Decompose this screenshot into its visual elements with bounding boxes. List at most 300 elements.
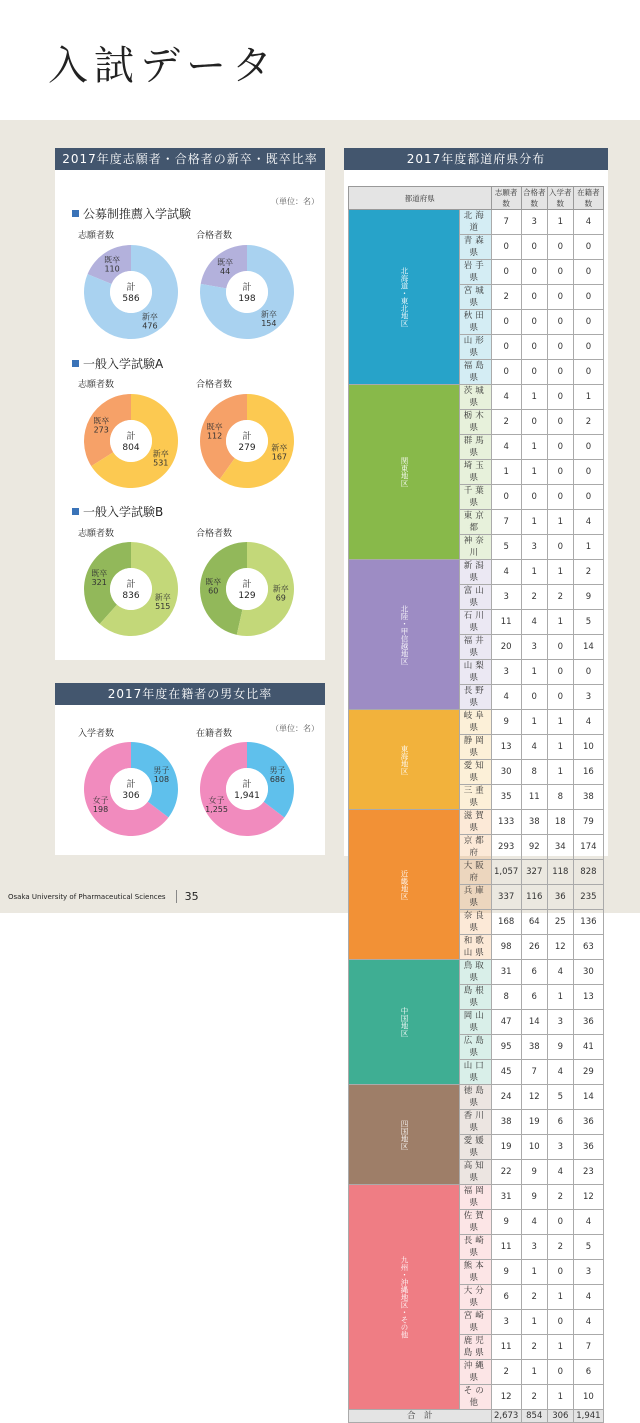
table-cell: 18 [547,810,573,835]
table-cell: 9 [573,585,603,610]
table-cell: 4 [573,1310,603,1335]
prefecture-name: 島根県 [460,985,492,1010]
table-cell: 10 [573,1385,603,1410]
table-cell: 47 [491,1010,521,1035]
table-cell: 3 [491,1310,521,1335]
prefecture-name: 三重県 [460,785,492,810]
total-cell: 306 [547,1410,573,1423]
donut-chart [82,243,180,341]
table-cell: 0 [547,1310,573,1335]
segment-label: 新卒 [271,443,288,453]
table-cell: 19 [521,1110,547,1135]
chart-label: 合格者数 [196,529,233,539]
table-cell: 63 [573,935,603,960]
table-cell: 4 [547,1160,573,1185]
table-cell: 0 [573,260,603,285]
table-cell: 6 [521,985,547,1010]
table-cell: 12 [547,935,573,960]
table-cell: 0 [521,335,547,360]
table-cell: 9 [521,1160,547,1185]
segment-label: 新卒 [152,449,169,459]
table-cell: 19 [491,1135,521,1160]
bullet-square-icon [72,508,79,515]
table-cell: 0 [521,260,547,285]
page-number: 35 [176,890,199,903]
footer [8,890,199,903]
table-cell: 4 [491,385,521,410]
table-header-row [349,187,604,210]
prefecture-name: 熊本県 [460,1260,492,1285]
table-cell: 1 [521,1260,547,1285]
table-cell: 1 [521,435,547,460]
table-cell: 35 [491,785,521,810]
table-cell: 0 [521,285,547,310]
table-cell: 4 [491,560,521,585]
table-cell: 0 [573,235,603,260]
column-header: 合格者数 [523,188,546,208]
table-cell: 3 [573,1260,603,1285]
segment-label: 男子 [153,765,170,775]
table-cell: 36 [573,1010,603,1035]
table-cell: 1 [521,1360,547,1385]
table-cell: 9 [547,1035,573,1060]
prefecture-name: 静岡県 [460,735,492,760]
table-cell: 4 [547,1060,573,1085]
chart-label: 在籍者数 [196,729,233,739]
total-value: 586 [122,294,140,304]
table-cell: 0 [547,285,573,310]
table-cell: 31 [491,1185,521,1210]
chart-label: 志願者数 [78,380,115,390]
table-cell: 0 [573,285,603,310]
table-cell: 5 [573,610,603,635]
table-cell: 3 [547,1135,573,1160]
prefecture-name: 宮城県 [460,285,492,310]
prefecture-name: 青森県 [460,235,492,260]
table-cell: 41 [573,1035,603,1060]
chart-label: 志願者数 [78,231,115,241]
table-cell: 235 [573,885,603,910]
prefecture-name: 山形県 [460,335,492,360]
segment-label: 新卒 [260,310,277,320]
region-label: 近畿地区 [349,810,460,960]
table-cell: 4 [573,710,603,735]
prefecture-name: 岩手県 [460,260,492,285]
table-cell: 0 [573,310,603,335]
table-cell: 4 [573,1210,603,1235]
table-row [349,1185,604,1210]
prefecture-name: 徳島県 [460,1085,492,1110]
table-cell: 9 [491,710,521,735]
table-cell: 25 [547,910,573,935]
segment-value: 167 [271,452,288,462]
prefecture-name: 長野県 [460,685,492,710]
prefecture-name: 福島県 [460,360,492,385]
table-cell: 98 [491,935,521,960]
table-cell: 0 [491,485,521,510]
table-cell: 9 [521,1185,547,1210]
table-cell: 1 [521,460,547,485]
segment-value: 60 [208,586,219,596]
table-cell: 1 [547,710,573,735]
prefecture-name: 高知県 [460,1160,492,1185]
table-cell: 1 [573,535,603,560]
segment-value: 1,255 [205,805,228,815]
table-cell: 23 [573,1160,603,1185]
table-cell: 133 [491,810,521,835]
prefecture-panel-header: 2017年度都道府県分布 [344,148,608,170]
prefecture-name: 神奈川 [460,535,492,560]
table-cell: 29 [573,1060,603,1085]
table-cell: 0 [573,335,603,360]
table-cell: 4 [491,685,521,710]
table-cell: 0 [547,435,573,460]
prefecture-name: 富山県 [460,585,492,610]
table-cell: 26 [521,935,547,960]
table-cell: 38 [521,810,547,835]
table-row [349,810,604,835]
segment-value: 69 [275,593,286,603]
table-cell: 38 [521,1035,547,1060]
prefecture-name: 東京都 [460,510,492,535]
prefecture-name: 新潟県 [460,560,492,585]
total-label: 合 計 [349,1410,492,1423]
table-cell: 0 [547,310,573,335]
table-cell: 0 [573,360,603,385]
table-cell: 5 [547,1085,573,1110]
table-cell: 0 [573,435,603,460]
table-cell: 45 [491,1060,521,1085]
prefecture-name: 石川県 [460,610,492,635]
table-cell: 3 [521,1235,547,1260]
region-label: 四国地区 [349,1085,460,1185]
table-cell: 24 [491,1085,521,1110]
donut-chart [82,740,180,838]
table-cell: 1 [547,1335,573,1360]
region-label: 北海道・東北地区 [349,210,460,385]
table-cell: 0 [547,685,573,710]
prefecture-name: 福岡県 [460,1185,492,1210]
donut-chart [198,392,296,490]
table-cell: 13 [491,735,521,760]
table-cell: 38 [491,1110,521,1135]
table-cell: 2 [573,560,603,585]
page-title: 入試データ [48,43,278,89]
segment-value: 686 [269,774,286,784]
region-label: 北陸・甲信越地区 [349,560,460,710]
prefecture-name: 千葉県 [460,485,492,510]
table-cell: 3 [491,660,521,685]
segment-value: 198 [92,805,109,815]
table-cell: 6 [521,960,547,985]
table-cell: 2 [547,585,573,610]
table-cell: 1 [521,710,547,735]
table-cell: 30 [573,960,603,985]
table-row [349,1085,604,1110]
segment-label: 既卒 [205,577,222,587]
table-row [349,960,604,985]
table-cell: 0 [521,685,547,710]
table-cell: 2 [573,410,603,435]
donut-chart [198,243,296,341]
region-label: 関東地区 [349,385,460,560]
table-cell: 0 [547,410,573,435]
table-cell: 0 [547,1210,573,1235]
table-cell: 0 [547,660,573,685]
prefecture-name: 栃木県 [460,410,492,435]
segment-label: 既卒 [93,416,110,426]
table-cell: 13 [573,985,603,1010]
total-value: 306 [122,791,140,801]
table-cell: 64 [521,910,547,935]
table-cell: 0 [521,410,547,435]
total-value: 836 [122,591,140,601]
table-cell: 16 [573,760,603,785]
table-cell: 293 [491,835,521,860]
table-cell: 36 [547,885,573,910]
table-cell: 0 [547,360,573,385]
table-cell: 12 [573,1185,603,1210]
table-cell: 12 [521,1085,547,1110]
unit-note: （単位：名） [271,724,319,733]
chart-label: 合格者数 [196,380,233,390]
chart-label: 入学者数 [78,729,115,739]
donut-chart [198,740,296,838]
table-cell: 8 [521,760,547,785]
segment-label: 女子 [208,796,225,806]
table-cell: 0 [547,260,573,285]
table-cell: 1 [521,1310,547,1335]
table-cell: 5 [573,1235,603,1260]
table-cell: 14 [521,1010,547,1035]
table-cell: 95 [491,1035,521,1060]
segment-label: 新卒 [141,312,158,322]
table-cell: 1 [547,210,573,235]
table-cell: 0 [573,460,603,485]
prefecture-name: 兵庫県 [460,885,492,910]
table-cell: 3 [547,1010,573,1035]
total-label: 計 [242,432,252,442]
segment-value: 476 [142,321,158,331]
table-cell: 0 [547,1360,573,1385]
table-cell: 11 [491,1335,521,1360]
table-cell: 2 [521,1285,547,1310]
table-cell: 116 [521,885,547,910]
table-cell: 9 [491,1210,521,1235]
prefecture-name: その他 [460,1385,492,1410]
prefecture-name: 大阪府 [460,860,492,885]
table-cell: 8 [491,985,521,1010]
table-cell: 6 [491,1285,521,1310]
segment-value: 273 [93,425,109,435]
total-label: 計 [126,432,136,442]
table-cell: 7 [521,1060,547,1085]
segment-label: 既卒 [217,257,234,267]
total-label: 計 [242,283,252,293]
table-cell: 3 [491,585,521,610]
table-cell: 0 [491,335,521,360]
segment-value: 112 [206,431,223,441]
column-header: 都道府県 [349,187,492,210]
section-title: 一般入学試験A [72,355,163,372]
table-cell: 1 [521,560,547,585]
segment-value: 531 [153,458,169,468]
prefecture-name: 京都府 [460,835,492,860]
total-label: 計 [242,580,252,590]
table-cell: 0 [521,485,547,510]
total-value: 1,941 [234,791,260,801]
table-cell: 1 [491,460,521,485]
table-cell: 136 [573,910,603,935]
table-cell: 1,057 [491,860,521,885]
table-cell: 36 [573,1135,603,1160]
table-cell: 7 [573,1335,603,1360]
table-cell: 2 [521,585,547,610]
table-row [349,385,604,410]
prefecture-name: 群馬県 [460,435,492,460]
table-cell: 2 [521,1335,547,1360]
table-cell: 1 [547,510,573,535]
table-cell: 0 [547,535,573,560]
chart-label: 志願者数 [78,529,115,539]
total-value: 198 [238,294,256,304]
prefecture-name: 宮崎県 [460,1310,492,1335]
table-cell: 10 [573,735,603,760]
donut-chart [198,540,296,638]
total-value: 129 [238,591,256,601]
gender-panel-header: 2017年度在籍者の男女比率 [55,683,325,705]
prefecture-name: 和歌山県 [460,935,492,960]
ratio-panel-header: 2017年度志願者・合格者の新卒・既卒比率 [55,148,325,170]
table-cell: 31 [491,960,521,985]
table-cell: 1 [547,1385,573,1410]
chart-label: 合格者数 [196,231,233,241]
unit-note: （単位：名） [271,197,319,206]
table-cell: 0 [547,235,573,260]
segment-label: 男子 [269,765,286,775]
table-cell: 1 [521,660,547,685]
total-cell: 854 [521,1410,547,1423]
table-cell: 7 [491,210,521,235]
total-cell: 1,941 [573,1410,603,1423]
table-cell: 0 [491,235,521,260]
table-cell: 30 [491,760,521,785]
table-cell: 3 [521,535,547,560]
table-cell: 38 [573,785,603,810]
prefecture-name: 愛媛県 [460,1135,492,1160]
table-cell: 2 [547,1185,573,1210]
total-value: 279 [238,443,256,453]
table-cell: 20 [491,635,521,660]
table-row [349,560,604,585]
segment-label: 新卒 [154,593,171,603]
table-row [349,710,604,735]
total-label: 計 [126,580,136,590]
prefecture-name: 岡山県 [460,1010,492,1035]
segment-value: 154 [261,319,277,329]
table-cell: 22 [491,1160,521,1185]
table-cell: 0 [491,310,521,335]
region-label: 東海地区 [349,710,460,810]
table-cell: 36 [573,1110,603,1135]
segment-label: 新卒 [272,584,289,594]
prefecture-name: 広島県 [460,1035,492,1060]
table-cell: 1 [547,1285,573,1310]
table-cell: 2 [547,1235,573,1260]
prefecture-name: 滋賀県 [460,810,492,835]
table-cell: 6 [547,1110,573,1135]
table-cell: 1 [521,510,547,535]
total-label: 計 [126,780,136,790]
table-cell: 4 [521,1210,547,1235]
table-cell: 4 [573,510,603,535]
prefecture-name: 佐賀県 [460,1210,492,1235]
donut-chart [82,540,180,638]
table-cell: 14 [573,1085,603,1110]
table-cell: 12 [491,1385,521,1410]
table-total-row [349,1410,604,1423]
section-title: 公募制推薦入学試験 [72,205,191,222]
table-cell: 1 [547,760,573,785]
table-cell: 3 [521,210,547,235]
prefecture-name: 長崎県 [460,1235,492,1260]
table-cell: 327 [521,860,547,885]
total-cell: 2,673 [491,1410,521,1423]
segment-value: 44 [220,266,231,276]
segment-value: 515 [155,602,171,612]
table-cell: 0 [547,635,573,660]
prefecture-name: 鳥取県 [460,960,492,985]
table-cell: 0 [491,260,521,285]
table-cell: 828 [573,860,603,885]
table-cell: 10 [521,1135,547,1160]
column-header: 志願者数 [491,187,521,210]
table-cell: 1 [521,385,547,410]
bullet-square-icon [72,360,79,367]
table-cell: 2 [521,1385,547,1410]
region-label: 中国地区 [349,960,460,1085]
prefecture-name: 大分県 [460,1285,492,1310]
table-cell: 11 [521,785,547,810]
table-cell: 3 [573,685,603,710]
table-cell: 34 [547,835,573,860]
segment-value: 321 [91,577,107,587]
table-cell: 11 [491,1235,521,1260]
table-cell: 9 [491,1260,521,1285]
table-cell: 92 [521,835,547,860]
prefecture-name: 奈良県 [460,910,492,935]
table-cell: 1 [547,735,573,760]
prefecture-name: 香川県 [460,1110,492,1135]
table-cell: 1 [547,610,573,635]
table-cell: 4 [521,735,547,760]
donut-chart [82,392,180,490]
prefecture-name: 北海道 [460,210,492,235]
section-title: 一般入学試験B [72,503,163,520]
table-cell: 0 [547,485,573,510]
table-cell: 337 [491,885,521,910]
prefecture-name: 沖縄県 [460,1360,492,1385]
table-cell: 0 [521,360,547,385]
table-row [349,210,604,235]
table-cell: 0 [521,310,547,335]
table-cell: 0 [547,385,573,410]
table-cell: 1 [547,985,573,1010]
segment-label: 女子 [92,796,109,806]
segment-label: 既卒 [91,568,108,578]
segment-value: 110 [104,264,120,274]
prefecture-table [348,186,604,1423]
